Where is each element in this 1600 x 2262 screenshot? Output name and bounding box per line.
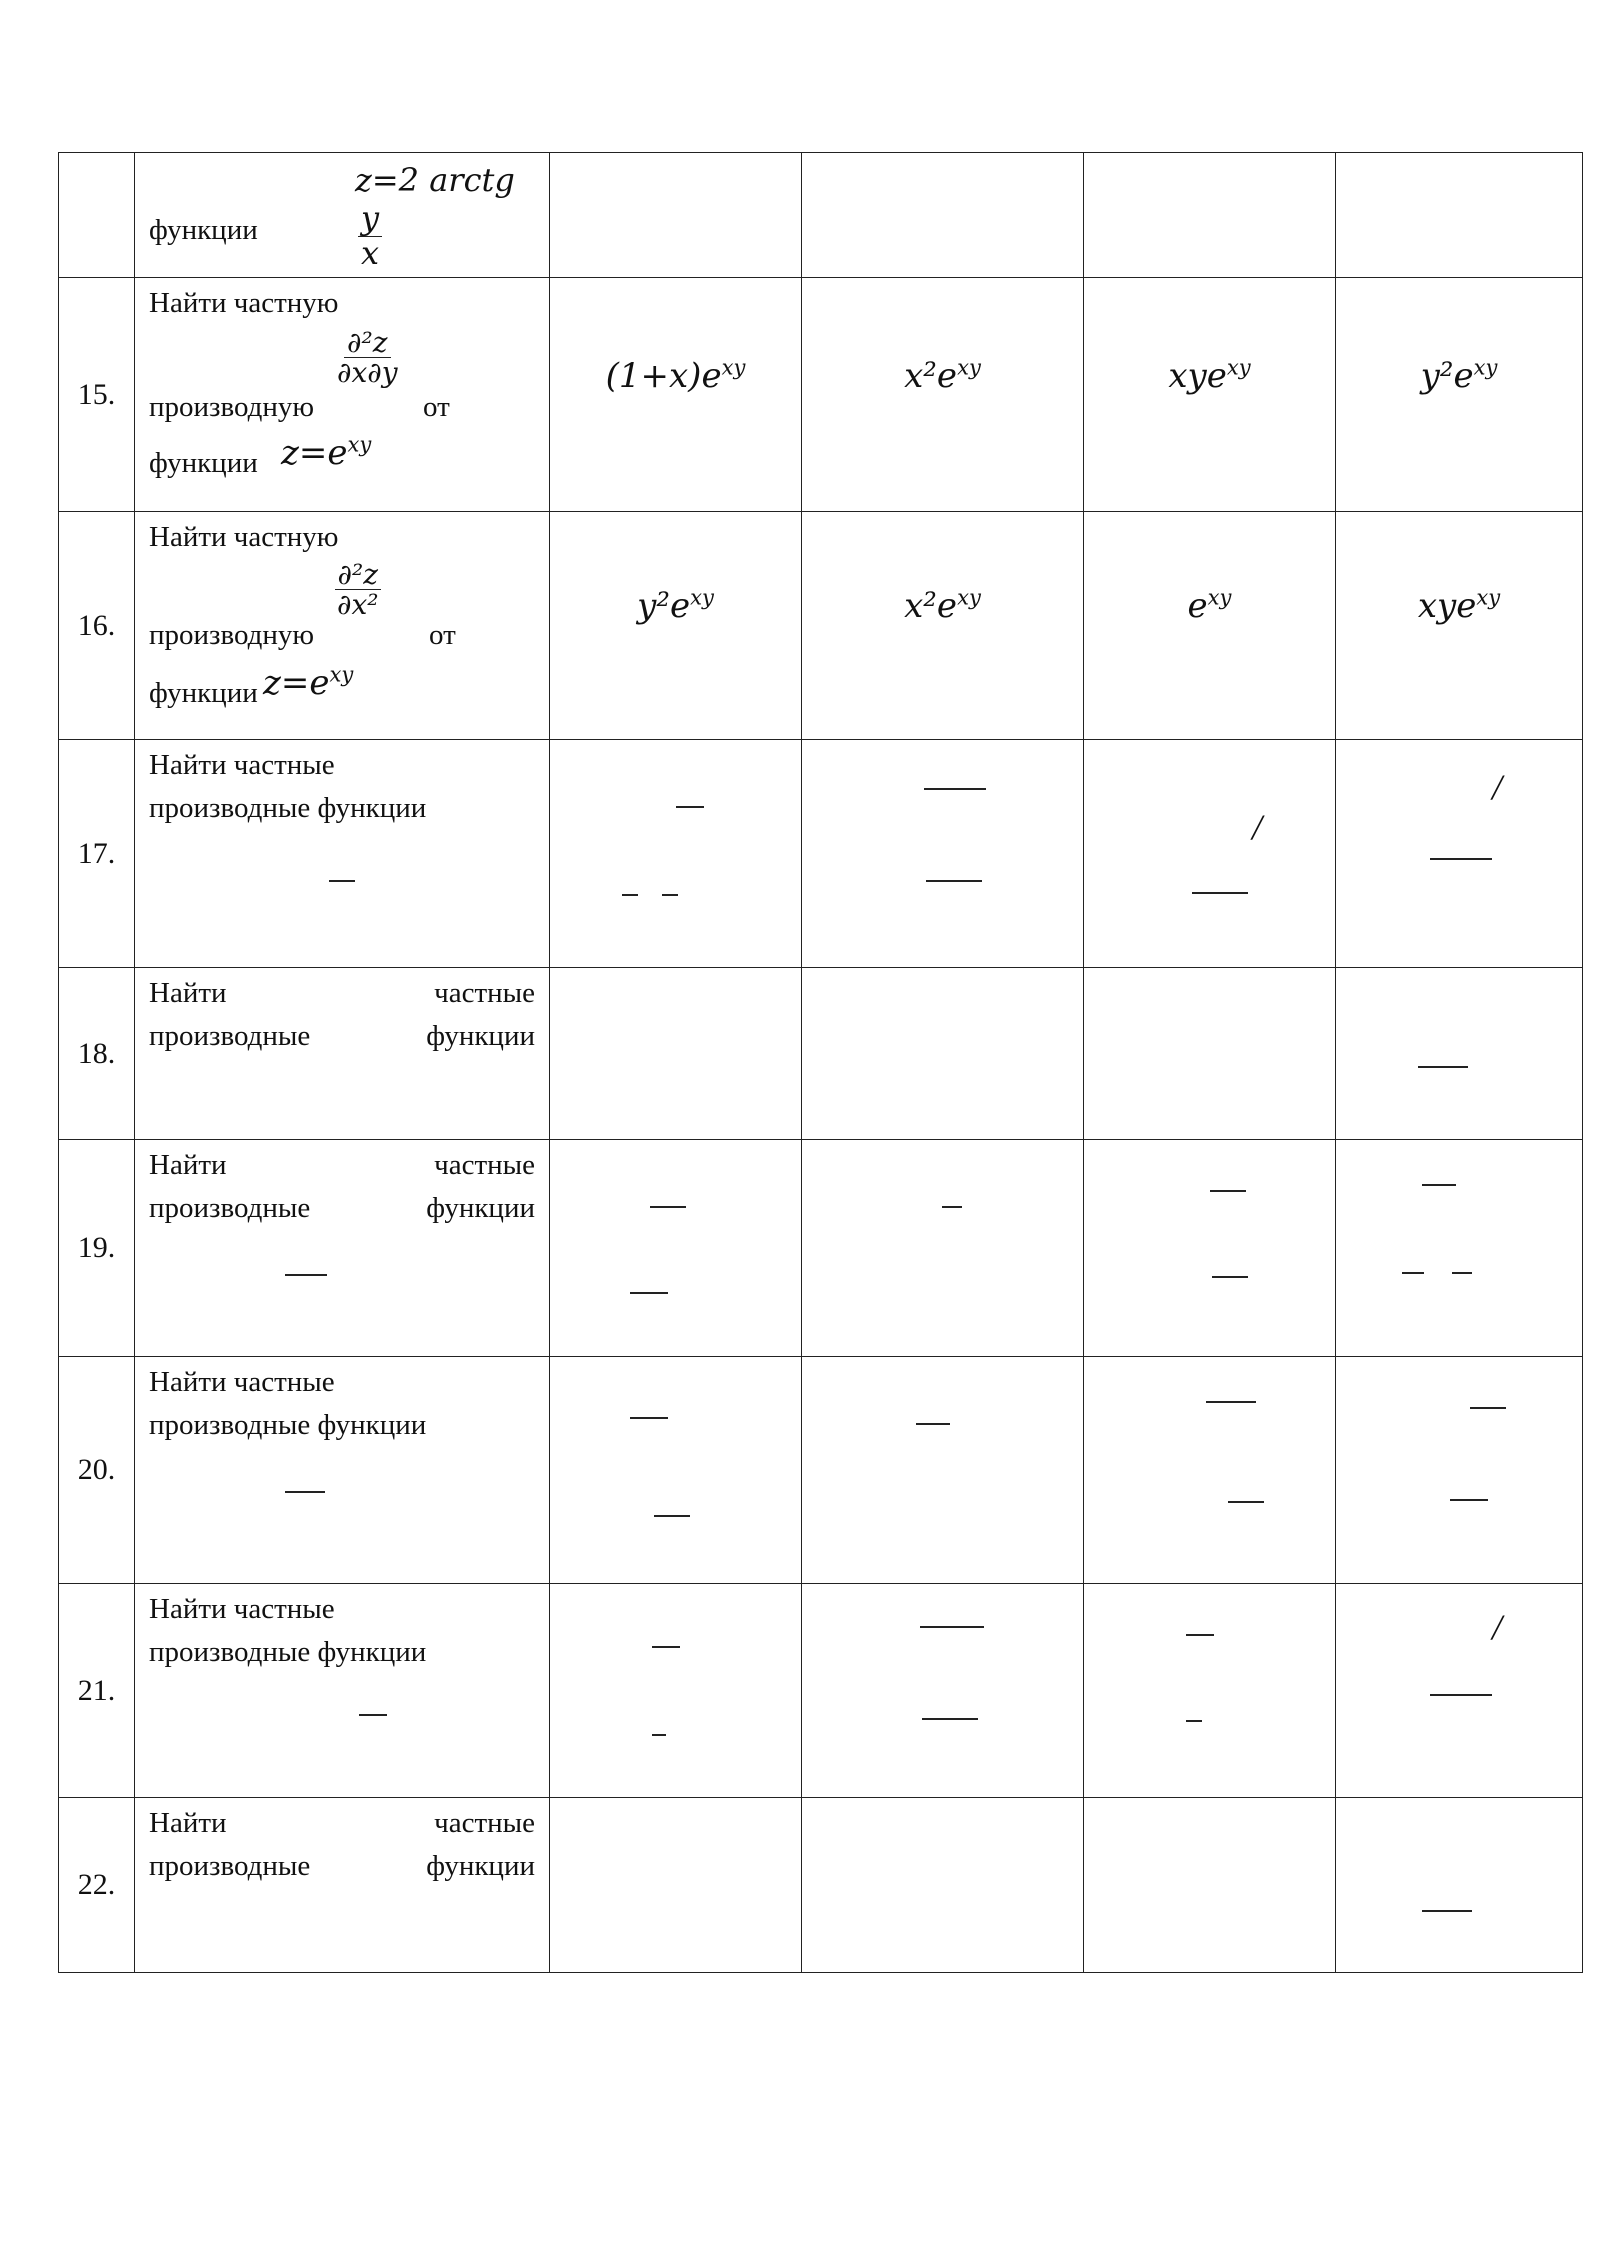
fraction-bar xyxy=(1206,1401,1256,1403)
fraction-numerator: ∂²z xyxy=(335,560,381,590)
answer-a xyxy=(550,740,802,968)
fraction-bar xyxy=(1422,1910,1472,1912)
fraction-bar xyxy=(676,806,704,808)
fraction-denominator: ∂x∂y xyxy=(337,356,398,390)
question-line: производные функции xyxy=(149,1409,427,1441)
answer-c xyxy=(1084,1798,1336,1973)
answer-d xyxy=(1336,968,1583,1140)
question-line: Найти частные xyxy=(149,749,335,781)
question-word-ot: от xyxy=(423,391,450,423)
question-word-ot: от xyxy=(429,619,456,651)
row-number xyxy=(59,153,135,278)
slash-glyph: / xyxy=(1492,767,1503,807)
question-text: функции xyxy=(149,214,258,246)
answer-d: $y^2e^{xy}$ xyxy=(1336,278,1583,512)
question-line: Найти частную xyxy=(149,521,339,553)
fraction-bar xyxy=(1186,1634,1214,1636)
question-line: производные функции xyxy=(149,792,427,824)
question-cell xyxy=(135,968,550,1140)
fraction-bar xyxy=(1422,1184,1456,1186)
fraction-denominator: x xyxy=(361,233,380,272)
answer-a: $(1+x)e^{xy}$ xyxy=(550,278,802,512)
question-cell xyxy=(135,1140,550,1357)
row-number: 19. xyxy=(59,1140,135,1357)
answer-c xyxy=(1084,1357,1336,1584)
answer-d xyxy=(1336,1140,1583,1357)
answer-b xyxy=(802,740,1084,968)
answer-c xyxy=(1084,1584,1336,1798)
answer-a xyxy=(550,1140,802,1357)
fraction-bar xyxy=(329,880,355,882)
question-line: функции xyxy=(149,677,258,709)
formula-text: z=2 arctg xyxy=(355,161,515,199)
fraction-denominator: ∂x² xyxy=(337,588,379,622)
fraction-bar xyxy=(359,1714,387,1716)
answer-a xyxy=(550,968,802,1140)
question-line: Найти частные xyxy=(149,1366,335,1398)
answer-c xyxy=(1084,1140,1336,1357)
question-cell xyxy=(135,512,550,740)
row-number: 20. xyxy=(59,1357,135,1584)
answer-b: $x^2e^{xy}$ xyxy=(802,512,1084,740)
answer-c: $e^{xy}$ xyxy=(1084,512,1336,740)
table-row-15 xyxy=(59,278,1583,512)
question-word: функции xyxy=(426,1192,535,1224)
question-line: производную xyxy=(149,391,315,423)
fraction-bar xyxy=(1470,1407,1506,1409)
answer-c xyxy=(1084,968,1336,1140)
question-line: Найти частные xyxy=(149,1593,335,1625)
table-row-20 xyxy=(59,1357,1583,1584)
question-word: производные xyxy=(149,1850,311,1882)
answer-b xyxy=(802,968,1084,1140)
fraction-bar xyxy=(924,788,986,790)
answer-a xyxy=(550,1584,802,1798)
fraction-numerator: y xyxy=(358,202,382,237)
question-word: частные xyxy=(434,1807,535,1839)
fraction-bar xyxy=(942,1206,962,1208)
answers-table xyxy=(58,152,1583,1973)
question-word: производные xyxy=(149,1192,311,1224)
fraction-bar xyxy=(916,1423,950,1425)
table-row-17 xyxy=(59,740,1583,968)
answer-a: $y^2e^{xy}$ xyxy=(550,512,802,740)
fraction-bar xyxy=(1450,1499,1488,1501)
answer-d xyxy=(1336,1584,1583,1798)
derivative-fraction xyxy=(334,328,401,388)
answer-c xyxy=(1084,740,1336,968)
answer-d xyxy=(1336,1357,1583,1584)
fraction-bar xyxy=(652,1646,680,1648)
question-line: функции xyxy=(149,447,258,479)
question-cell xyxy=(135,1584,550,1798)
question-word: производные xyxy=(149,1020,311,1052)
answer-a xyxy=(550,1798,802,1973)
fraction-bar xyxy=(1210,1190,1246,1192)
slash-glyph: / xyxy=(1492,1607,1503,1647)
question-word: Найти xyxy=(149,1149,227,1181)
fraction-bar xyxy=(654,1515,690,1517)
question-word: Найти xyxy=(149,1807,227,1839)
table-row-19 xyxy=(59,1140,1583,1357)
answer-cell xyxy=(802,153,1084,278)
formula xyxy=(355,159,549,270)
answer-d xyxy=(1336,1798,1583,1973)
fraction-bar xyxy=(652,1734,666,1736)
fraction-bar xyxy=(1402,1272,1424,1274)
fraction-bar xyxy=(630,1292,668,1294)
answer-cell xyxy=(1084,153,1336,278)
question-line: Найти частную xyxy=(149,287,339,319)
answer-b xyxy=(802,1584,1084,1798)
answer-cell xyxy=(1336,153,1583,278)
answer-b xyxy=(802,1357,1084,1584)
fraction-bar xyxy=(1192,892,1248,894)
question-word: функции xyxy=(426,1020,535,1052)
fraction-bar xyxy=(926,880,982,882)
question-line: производную xyxy=(149,619,315,651)
derivative-fraction xyxy=(334,560,382,620)
fraction-bar xyxy=(1228,1501,1264,1503)
row-number: 22. xyxy=(59,1798,135,1973)
fraction-bar xyxy=(1430,858,1492,860)
fraction-bar xyxy=(1186,1720,1202,1722)
table-row-22 xyxy=(59,1798,1583,1973)
answer-b xyxy=(802,1140,1084,1357)
formula: $z=e^{xy}$ xyxy=(281,431,372,473)
formula: $z=e^{xy}$ xyxy=(263,661,354,703)
question-cell xyxy=(135,1357,550,1584)
fraction-bar xyxy=(285,1274,327,1276)
answer-c: xye$^{xy}$ xyxy=(1084,278,1336,512)
answer-b: $x^2e^{xy}$ xyxy=(802,278,1084,512)
table-row-16 xyxy=(59,512,1583,740)
answer-d: xye$^{xy}$ xyxy=(1336,512,1583,740)
answer-a xyxy=(550,1357,802,1584)
question-line: производные функции xyxy=(149,1636,427,1668)
row-number: 18. xyxy=(59,968,135,1140)
question-word: частные xyxy=(434,1149,535,1181)
fraction-bar xyxy=(1430,1694,1492,1696)
answer-b xyxy=(802,1798,1084,1973)
fraction-bar xyxy=(920,1626,984,1628)
fraction-bar xyxy=(630,1417,668,1419)
fraction-numerator: ∂²z xyxy=(344,328,390,358)
question-word: функции xyxy=(426,1850,535,1882)
row-number: 15. xyxy=(59,278,135,512)
fraction-bar xyxy=(1418,1066,1468,1068)
fraction-bar xyxy=(622,894,638,896)
answer-d xyxy=(1336,740,1583,968)
slash-glyph: / xyxy=(1252,807,1263,847)
fraction-bar xyxy=(922,1718,978,1720)
question-word: Найти xyxy=(149,977,227,1009)
fraction-bar xyxy=(285,1491,325,1493)
table-row-18 xyxy=(59,968,1583,1140)
row-number: 21. xyxy=(59,1584,135,1798)
question-cell xyxy=(135,740,550,968)
question-word: частные xyxy=(434,977,535,1009)
fraction-bar xyxy=(650,1206,686,1208)
fraction-bar xyxy=(662,894,678,896)
question-cell xyxy=(135,1798,550,1973)
table-row-14 xyxy=(59,153,1583,278)
fraction-bar xyxy=(1212,1276,1248,1278)
row-number: 16. xyxy=(59,512,135,740)
fraction-bar xyxy=(1452,1272,1472,1274)
answer-cell xyxy=(550,153,802,278)
table-row-21 xyxy=(59,1584,1583,1798)
question-cell xyxy=(135,153,550,278)
row-number: 17. xyxy=(59,740,135,968)
question-cell xyxy=(135,278,550,512)
